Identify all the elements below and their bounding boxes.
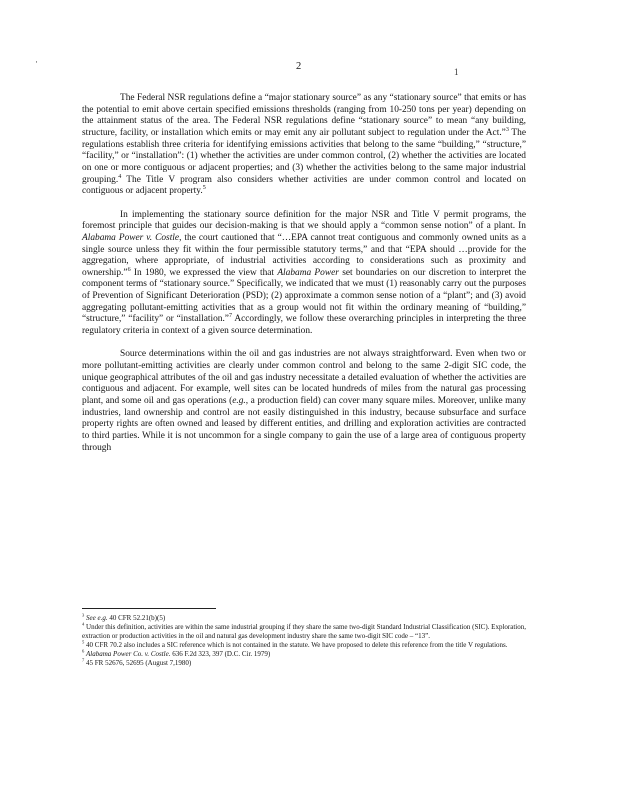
footnote: [82, 623, 526, 641]
text-run: The regulations establish three criteria for identifying emissions activities that belong to the same “building,” “structure,” “facility,” or “installation”: (1) whether the activities are under common control, (2) whether the activities are located on one or more contiguous or adjacent properties; and (3) whether the activities belong to the same major industrial grouping.: [82, 127, 526, 185]
footnote-ref: 4: [118, 173, 122, 180]
text-run: The Title V program also considers whether activities are under common control and located on contiguous or adjacent property.: [82, 174, 526, 197]
italic-text: Alabama Power v. Costle: [82, 232, 180, 243]
footnote-ref: 6: [127, 266, 131, 273]
footnote-ref: 4: [82, 621, 85, 627]
text-run: Source determinations within the oil and gas industries are not always straightforward. Even when two or more pollutant-emitting activities are clearly under common control and belong to the same 2-digit SIC code, the unique geographical attributes of the oil and gas industry necessitate a detailed evaluation of whether the activities are contiguous and adjacent. For example, well sites can be located hundreds of miles from the natural gas processing plant, and some oil and gas operations (: [82, 349, 526, 407]
text-run: In 1980, we expressed the view that: [130, 267, 278, 278]
footnote-divider: [82, 608, 216, 609]
footnote-ref: 7: [228, 313, 233, 320]
text-run: 45 FR 52676, 52695 (August 7,1980): [84, 659, 192, 668]
footnote: [82, 659, 526, 668]
footnote-ref: 3: [505, 126, 509, 133]
italic-text: See e.g.: [84, 614, 108, 622]
footnote-ref: 5: [82, 639, 85, 645]
text-run: set boundaries on our discretion to interpret the component terms of “stationary source.” Specifically, we indicated that we must (1) reasonably carry out the purposes of Prevention of Significant Deterioration (PSD); (2) approximate a common sense notion of a “plant”; and (3) avoid aggregating pollutant-emitting activities that as a group would not fit within the ordinary meaning of “building,” “structure,” “facility” or “installation.”: [82, 267, 526, 325]
corner-mark-left: ·: [35, 57, 38, 67]
text-run: 40 CFR 70.2 also includes a SIC reference which is not contained in the statute. We have proposed to delete this reference from the title V regulations.: [84, 641, 508, 650]
footnote-ref: 7: [82, 658, 85, 664]
italic-text: e.g.: [232, 396, 246, 407]
text-run: , the court cautioned that “…EPA cannot treat contiguous and commonly owned units as a single source unless they fit within the four permissible statutory terms,” and that “EPA should …provide for the aggregation, where appropriate, of industrial activities according to considerations such as proximity and ownership.”: [82, 232, 526, 278]
italic-text: Alabama Power: [277, 267, 339, 278]
paragraph: [82, 210, 526, 338]
text-run: , a production field) can cover many square miles. Moreover, unlike many industries, land ownership and control are not easily distinguished in this industry, because subsurface and surface property rights are often owned and leased by different entities, and drilling and exploration activities are contracted to third parties. While it is not uncommon for a single company to gain the use of a large area of contiguous property through: [82, 396, 526, 453]
footnote-ref: 5: [202, 185, 206, 192]
footnote: [82, 641, 526, 650]
italic-text: Alabama Power Co. v. Costle: [86, 650, 169, 659]
page-number: 2: [296, 61, 302, 72]
body-text: [82, 93, 526, 454]
text-run: In implementing the stationary source definition for the major NSR and Title V permit programs, the foremost principle that guides our decision-making is that we should apply a “common sense notion” of a plant. In: [82, 209, 526, 232]
text-run: Under this definition, activities are within the same industrial grouping if they share the same two-digit Standard Industrial Classification (SIC). Exploration, extraction or production activities in the oil and natural gas development industry share the same two-digit SIC code – “13”.: [82, 623, 526, 641]
footnote-ref: 3: [82, 612, 85, 618]
corner-mark-right: 1: [454, 67, 459, 77]
footnote: [82, 614, 526, 623]
footnotes: [82, 614, 526, 669]
paragraph: [82, 349, 526, 454]
text-run: The Federal NSR regulations define a “major stationary source” as any “stationary source” that emits or has the potential to emit above certain specified emissions thresholds (ranging from 10-250 tons per year) depending on the attainment status of the area. The Federal NSR regulations define “stationary source” to mean “any building, structure, facility, or installation which emits or may emit any air pollutant subject to regulation under the Act.”: [82, 93, 526, 138]
text-run: 40 CFR 52.21(b)(5): [107, 614, 166, 622]
text-run: . 636 F.2d 323, 397 (D.C. Cir. 1979): [168, 650, 271, 659]
text-run: Accordingly, we follow these overarching principles in interpreting the three regulatory criteria in context of a given source determination.: [82, 314, 526, 337]
paragraph: [82, 93, 526, 198]
footnote-ref: 6: [82, 649, 85, 655]
